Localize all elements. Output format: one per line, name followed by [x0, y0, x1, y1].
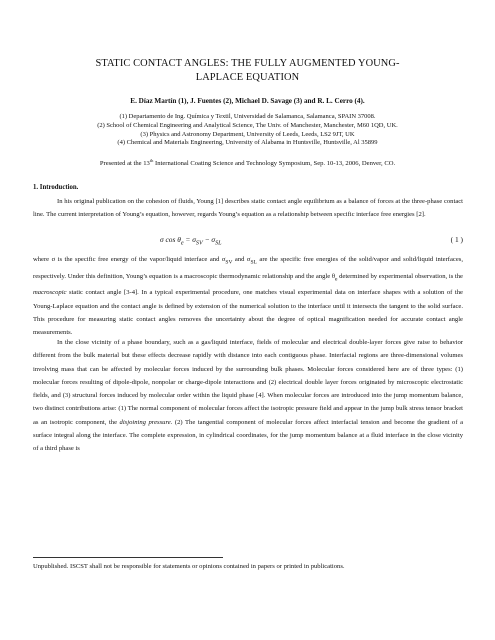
- affiliation-2: (2) School of Chemical Engineering and Analytical Science, The Univ. of Manchester, Manchester, M60 1QD, UK.: [97, 121, 398, 129]
- eq-equals: = σ: [183, 235, 196, 244]
- p1c-b: and σ: [232, 256, 251, 263]
- presented-after: International Coating Science and Technology Symposium, Sep. 10-13, 2006, Denver, CO.: [153, 160, 396, 168]
- p1c-e: static contact angle [3-4]. In a typical experimental procedure, one matches visual experimental data on interface shapes with a solution of the Young-Laplace equation and the contact angle is defined by extension of the numerical solution to the interface until it intersects the tangent to the solid surface. This procedure for measuring static contact angles removes the uncertainty about the degree of optical magnification needed for accurate contact angle measurements.: [33, 289, 463, 337]
- eq-minus: − σ: [202, 235, 216, 244]
- paragraph-1-text: In his original publication on the cohesion of fluids, Young [1] describes static contact angle equilibrium as a balance of forces at the three-phase contact line. The current interpretation of Young’s equation, however, regards Young’s equation as a relationship between specific interface free energies [2].: [33, 198, 463, 219]
- affiliation-3: (3) Physics and Astronomy Department, University of Leeds, Leeds, LS2 9JT, UK: [140, 130, 355, 138]
- p1c-sub-e: e: [335, 275, 338, 282]
- footnote: Unpublished. ISCST shall not be responsible for statements or opinions contained in papers or printed in publications.: [33, 563, 345, 570]
- paragraph-2: [33, 336, 463, 456]
- p2-emphasis: disjoining pressure: [119, 418, 171, 426]
- eq-lhs-sub: e: [180, 240, 184, 247]
- title-line-1: STATIC CONTACT ANGLES: THE FULLY AUGMENTED YOUNG-: [95, 58, 400, 69]
- affiliation-4: (4) Chemical and Materials Engineering, University of Alabama in Huntsville, Huntsville, Al 35899: [117, 139, 378, 147]
- presentation-note: [20, 158, 475, 167]
- equation-1: [33, 235, 463, 249]
- footnote-rule: [33, 557, 223, 558]
- p1c-a: where σ is the specific free energy of the vapor/liquid interface and σ: [33, 256, 226, 263]
- p1c-sub-sv: SV: [225, 259, 233, 266]
- eq-sub-sv: SV: [195, 240, 203, 247]
- eq-lhs: σ cos θ: [160, 235, 181, 244]
- p1c-d: determined by experimental observation, is the: [337, 272, 463, 280]
- equation-body: [160, 235, 222, 246]
- eq-sub-sl: SL: [215, 240, 222, 247]
- equation-number: ( 1 ): [450, 235, 463, 244]
- p1c-emphasis: macroscopic: [33, 289, 67, 297]
- p1c-sub-sl: SL: [250, 259, 257, 266]
- p2-a: In the close vicinity of a phase boundary, such as a gas/liquid interface, fields of molecular and electrical double-layer forces give raise to behavior different from the bulk material but these effects decrease rapidly with distance into each contiguous phase. Interfacial regions are three-dimensional volumes involving mass that can be affected by molecular forces induced by the surrounding bulk phases. Molecular forces considered here are of three types: (1) molecular forces resulting of dipole-dipole, nonpolar or charge-dipole interactions and (2) electrical double layer forces originated by microscopic electrostatic fields, and (3) structural forces induced by molecular order within the liquid phase [4]. When molecular forces are introduced into the jump momentum balance, two distinct contributions arise: (1) The normal component of molecular forces affect the isotropic pressure field and appear in the jump bulk stress tensor bracket as an isotropic component, the: [33, 339, 463, 426]
- paragraph-1: [33, 195, 463, 222]
- title-line-2: LAPLACE EQUATION: [195, 72, 300, 83]
- p2-b: . (2) The tangential component of molecular forces affect interfacial tension and become the gradient of a surface integral along the interface. The complete expression, in cylindrical coordinates, for the jump momentum balance at a fluid interface in the close vicinity of a third phase is: [33, 418, 463, 453]
- affiliations: [20, 113, 475, 148]
- author-list: E. Díaz Martín (1), J. Fuentes (2), Michael D. Savage (3) and R. L. Cerro (4).: [130, 97, 365, 105]
- presented-superscript: th: [149, 158, 154, 163]
- paragraph-1-continued: [33, 253, 463, 339]
- paper-title: [40, 57, 455, 85]
- p1c-c: are the specific free energies of the solid/vapor and solid/liquid interfaces, respectively. Under this definition, Young’s equation is a macroscopic thermodynamic relationship and the angle θ: [33, 256, 463, 280]
- presented-before: Presented at the 13: [99, 160, 150, 168]
- affiliation-1: (1) Departamento de Ing. Química y Textil, Universidad de Salamanca, Salamanca, SPAIN 37008.: [119, 113, 376, 120]
- section-heading: 1. Introduction.: [33, 184, 79, 191]
- paragraph-2-text: [33, 336, 463, 456]
